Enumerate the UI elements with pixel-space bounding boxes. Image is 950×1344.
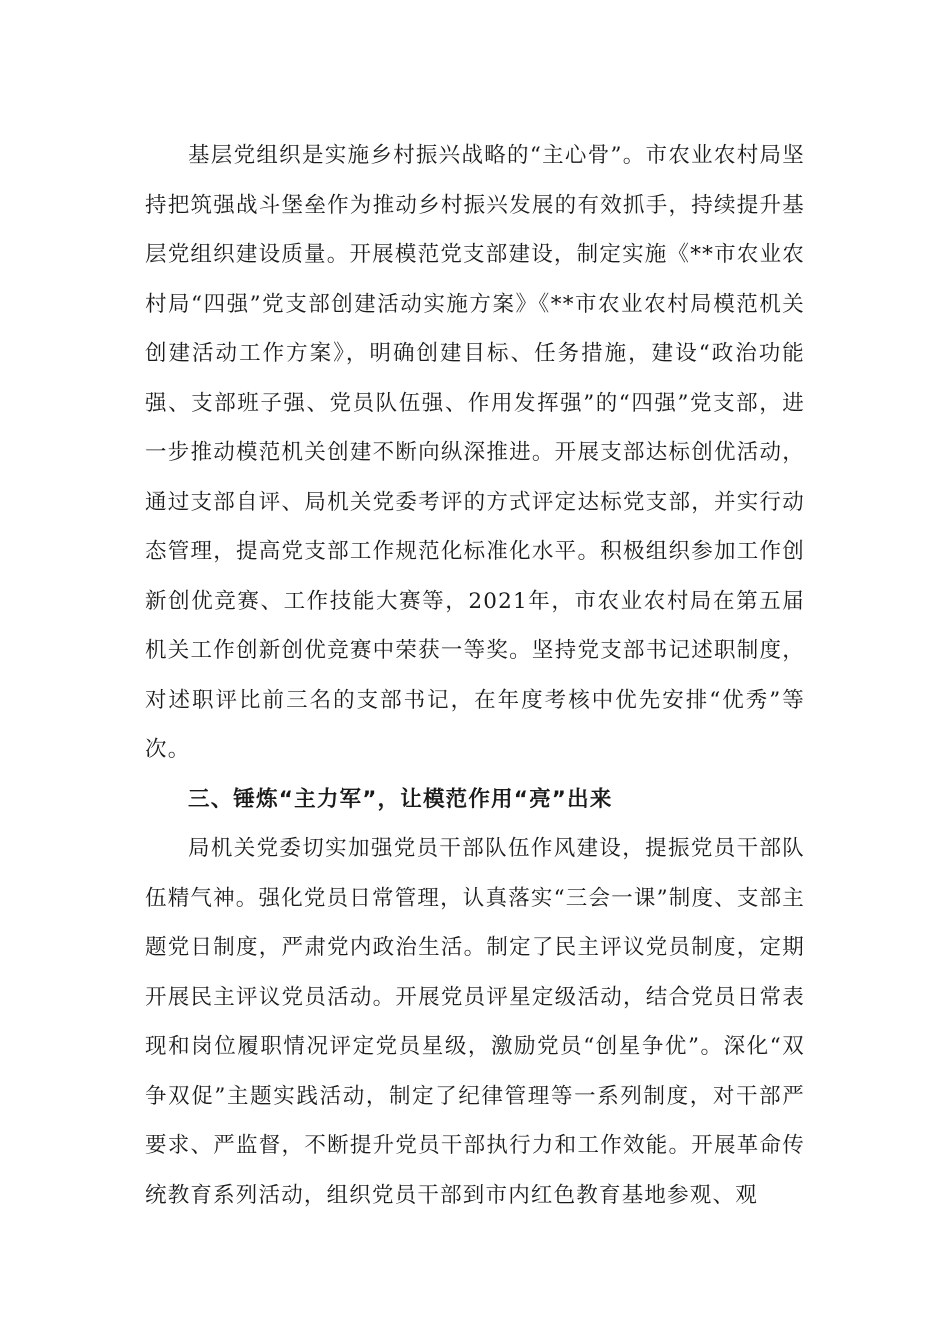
section-heading: 三、锤炼“主力军”，让模范作用“亮”出来 [188,786,613,812]
body-paragraph-grassroots: 基层党组织是实施乡村振兴战略的“主心骨”。市农业农村局坚持把筑强战斗堡垒作为推动乡村振兴发展的有效抓手，持续提升基层党组织建设质量。开展模范党支部建设，制定实施《**市农业农村局“四强”党支部创建活动实施方案》《**市农业农村局模范机关创建活动工作方案》，明确创建目标、任务措施，建设“政治功能强、支部班子强、党员队伍强、作用发挥强”的“四强”党支部，进一步推动模范机关创建不断向纵深推进。开展支部达标创优活动，通过支部自评、局机关党委考评的方式评定达标党支部，并实行动态管理，提高党支部工作规范化标准化水平。积极组织参加工作创新创优竞赛、工作技能大赛等，2021年，市农业农村局在第五届机关工作创新创优竞赛中荣获一等奖。坚持党支部书记述职制度，对述职评比前三名的支部书记，在年度考核中优先安排“优秀”等次。 [145,143,805,762]
document-body [145,131,805,1220]
body-paragraph-party-members: 局机关党委切实加强党员干部队伍作风建设，提振党员干部队伍精气神。强化党员日常管理，认真落实“三会一课”制度、支部主题党日制度，严肃党内政治生活。制定了民主评议党员制度，定期开展民主评议党员活动。开展党员评星定级活动，结合党员日常表现和岗位履职情况评定党员星级，激励党员“创星争优”。深化“双争双促”主题实践活动，制定了纪律管理等一系列制度，对干部严要求、严监督，不断提升党员干部执行力和工作效能。开展革命传统教育系列活动，组织党员干部到市内红色教育基地参观、观 [145,836,805,1208]
